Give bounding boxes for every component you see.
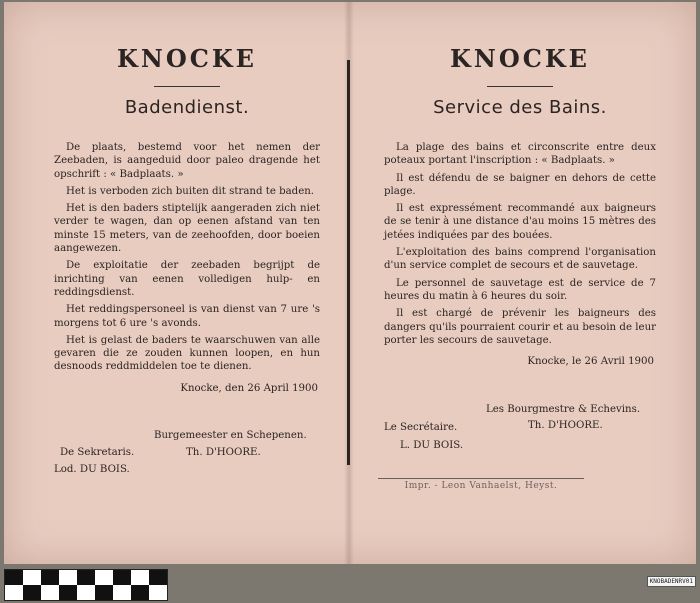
paragraph: De exploitatie der zeebaden begrijpt de inrichting van eenen volledigen hulp- en reddingsdienst. bbox=[54, 260, 320, 298]
secretary-name-french: L. DU BOIS. bbox=[400, 440, 464, 451]
paragraph: De plaats, bestemd voor het nemen der Zeebaden, is aangeduid door paleo dragende het opschrift : « Badplaats. » bbox=[54, 142, 320, 180]
paragraph: Het is gelast de baders te waarschuwen van alle gevaren die ze zouden kunnen loopen, en hun desnoods reddmiddelen toe te dienen. bbox=[54, 334, 320, 373]
calibration-scale bbox=[4, 569, 168, 601]
paragraph: Il est chargé de prévenir les baigneurs des dangers qu'ils pourraient courir et au besoin de leur porter les secours de sauvetage. bbox=[384, 308, 656, 346]
mayor-name-french: Th. D'HOORE. bbox=[528, 420, 603, 431]
secretary-title-dutch: De Sekretaris. bbox=[60, 447, 135, 458]
paragraph: La plage des bains et circonscrite entre deux poteaux portant l'inscription : « Badplaats. » bbox=[384, 142, 656, 167]
printer-credit: Impr. - Leon Vanhaelst, Heyst. bbox=[378, 478, 584, 491]
paragraph: Het is den baders stiptelijk aangeraden zich niet verder te wagen, dan op eenen afstand van ten minste 15 meters, van de zeehoofden, door boeien aangewezen. bbox=[54, 203, 320, 255]
paragraph: Le personnel de sauvetage est de service de 7 heures du matin à 6 heures du soir. bbox=[384, 277, 656, 302]
paragraph: Il est défendu de se baigner en dehors de cette plage. bbox=[384, 172, 656, 197]
french-column bbox=[384, 0, 656, 368]
mayor-name-dutch: Th. D'HOORE. bbox=[186, 447, 261, 458]
dateline-french: Knocke, le 26 Avril 1900 bbox=[527, 356, 654, 368]
town-heading-dutch: KNOCKE bbox=[117, 44, 257, 73]
town-heading-french: KNOCKE bbox=[450, 44, 590, 73]
dateline-dutch: Knocke, den 26 April 1900 bbox=[180, 382, 318, 394]
heading-rule bbox=[154, 86, 220, 87]
paragraph: L'exploitation des bains comprend l'organisation d'un service complet de secours et de sauvetage. bbox=[384, 247, 656, 272]
paragraphs-dutch bbox=[54, 141, 320, 374]
dutch-column bbox=[54, 0, 320, 395]
paragraph: Het reddingspersoneel is van dienst van 7 ure 's morgens tot 6 ure 's avonds. bbox=[54, 304, 320, 329]
paragraph: Het is verboden zich buiten dit strand te baden. bbox=[66, 185, 315, 197]
paragraph: Il est expressément recommandé aux baigneurs de se tenir à une distance d'au moins 15 mètres des jetées indiquées par des bouées. bbox=[384, 203, 656, 241]
authority-french: Les Bourgmestre & Echevins. bbox=[486, 404, 641, 415]
secretary-name-dutch: Lod. DU BOIS. bbox=[54, 464, 130, 475]
subtitle-french: Service des Bains. bbox=[433, 97, 607, 118]
paragraphs-french bbox=[384, 141, 656, 347]
authority-dutch: Burgemeester en Schepenen. bbox=[154, 430, 307, 441]
secretary-title-french: Le Secrétaire. bbox=[384, 422, 458, 433]
heading-rule bbox=[487, 86, 553, 87]
catalog-label: KNOBADENRV01 bbox=[647, 576, 696, 587]
column-divider bbox=[347, 60, 350, 465]
subtitle-dutch: Badendienst. bbox=[124, 97, 250, 118]
